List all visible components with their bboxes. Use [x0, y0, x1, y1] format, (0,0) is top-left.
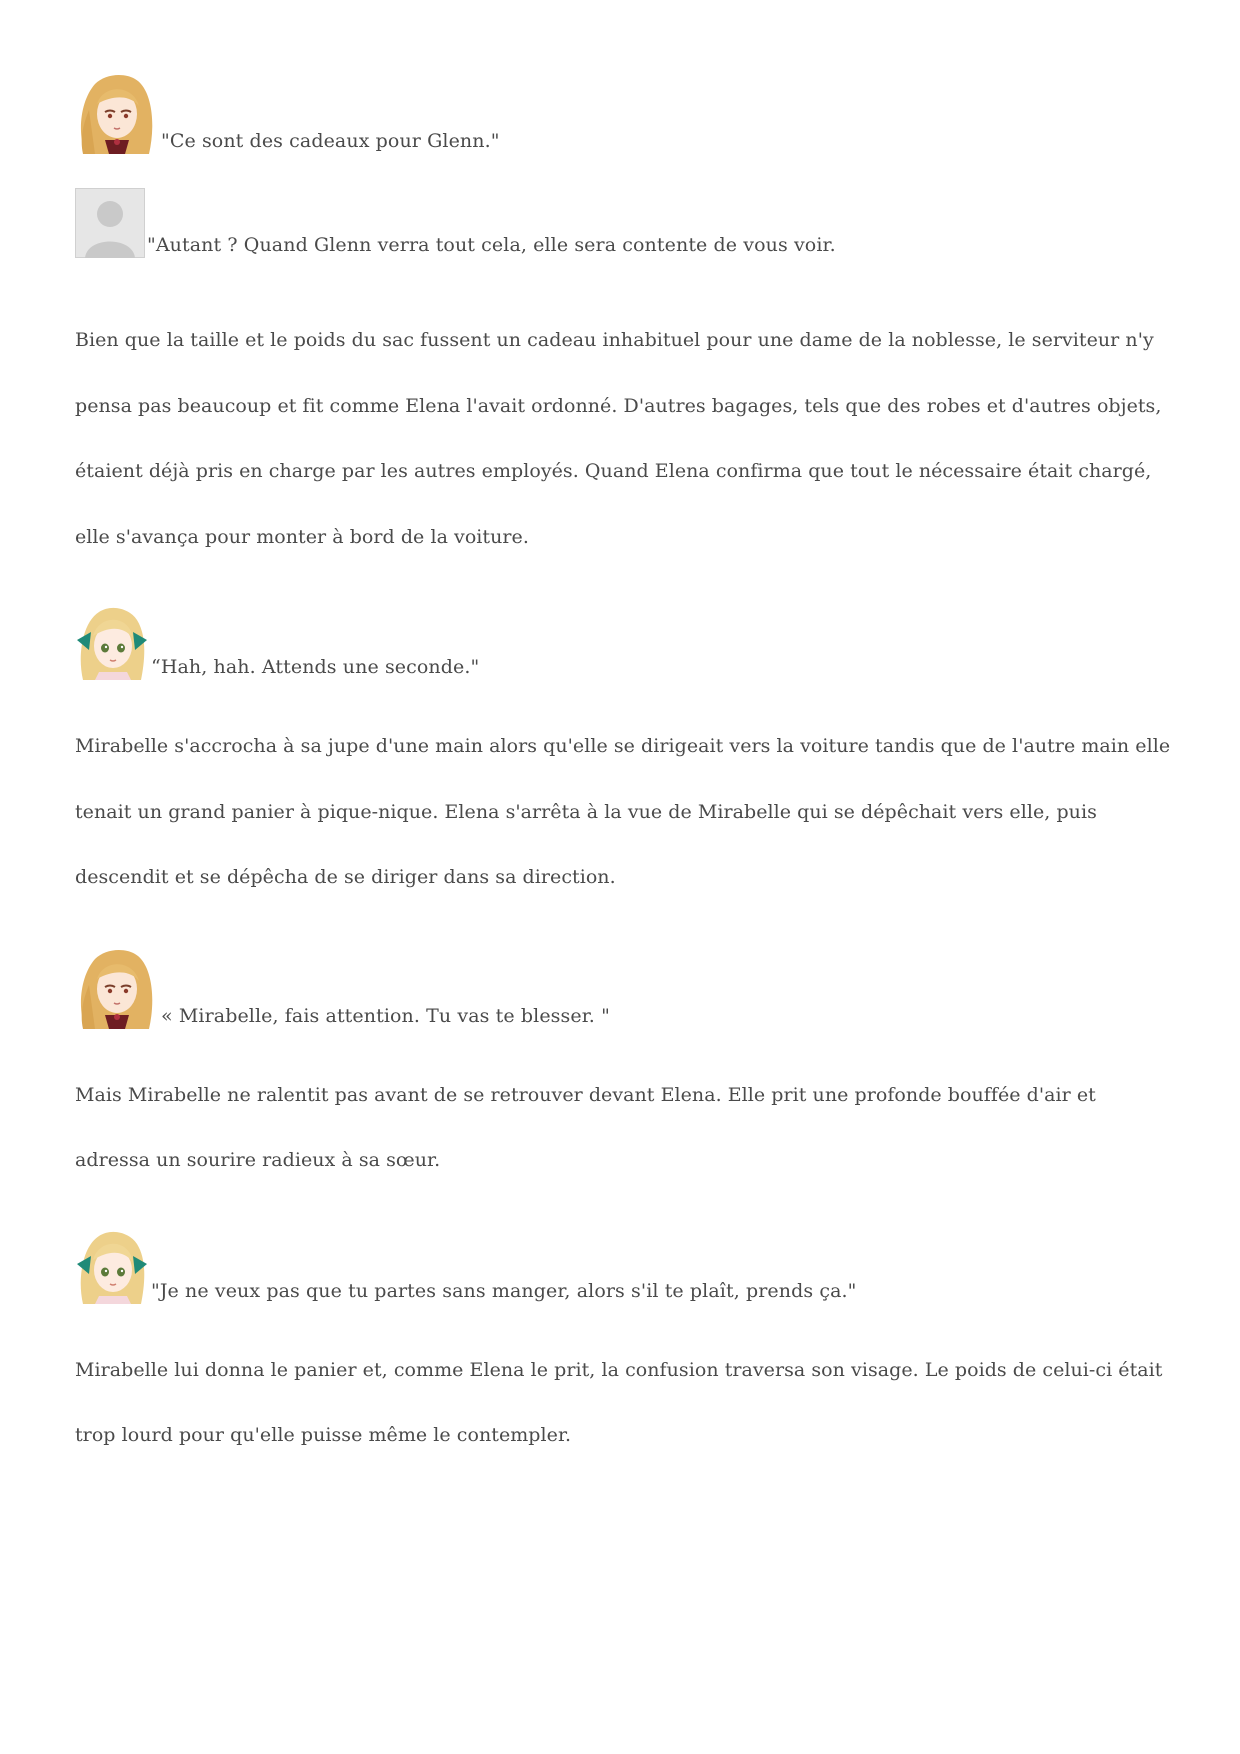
dialogue-line: [75, 1228, 1175, 1304]
elena-avatar: [75, 945, 159, 1029]
generic-user-avatar: [75, 188, 145, 258]
document-page: [75, 70, 1175, 1503]
dialogue-text: “Hah, hah. Attends une seconde.": [151, 656, 480, 678]
elena-avatar: [75, 70, 159, 154]
dialogue-line: [75, 604, 1175, 680]
narrative-paragraph: Mirabelle s'accrocha à sa jupe d'une main alors qu'elle se dirigeait vers la voiture tandis que de l'autre main elle tenait un grand panier à pique-nique. Elena s'arrêta à la vue de Mirabelle qui se dépêchait vers elle, puis descendit et se dépêcha de se diriger dans sa direction.: [75, 735, 1171, 888]
mirabelle-avatar: [75, 1228, 149, 1304]
dialogue-line: [75, 945, 1175, 1029]
narrative-paragraph: Bien que la taille et le poids du sac fussent un cadeau inhabituel pour une dame de la noblesse, le serviteur n'y pensa pas beaucoup et fit comme Elena l'avait ordonné. D'autres bagages, tels que des robes et d'autres objets, étaient déjà pris en charge par les autres employés. Quand Elena confirma que tout le nécessaire était chargé, elle s'avança pour monter à bord de la voiture.: [75, 329, 1162, 548]
dialogue-line: [75, 188, 1175, 258]
narrative-paragraph: Mais Mirabelle ne ralentit pas avant de se retrouver devant Elena. Elle prit une profonde bouffée d'air et adressa un sourire radieux à sa sœur.: [75, 1083, 1096, 1171]
dialogue-text: "Je ne veux pas que tu partes sans manger, alors s'il te plaît, prends ça.": [151, 1279, 857, 1302]
dialogue-text: "Autant ? Quand Glenn verra tout cela, elle sera contente de vous voir.: [147, 234, 836, 256]
dialogue-line: [75, 70, 1175, 154]
narrative-paragraph: Mirabelle lui donna le panier et, comme Elena le prit, la confusion traversa son visage. Le poids de celui-ci était trop lourd pour qu'elle puisse même le contempler.: [75, 1358, 1163, 1446]
mirabelle-avatar: [75, 604, 149, 680]
dialogue-text: « Mirabelle, fais attention. Tu vas te blesser. ": [161, 1004, 610, 1027]
dialogue-text: "Ce sont des cadeaux pour Glenn.": [161, 130, 500, 152]
